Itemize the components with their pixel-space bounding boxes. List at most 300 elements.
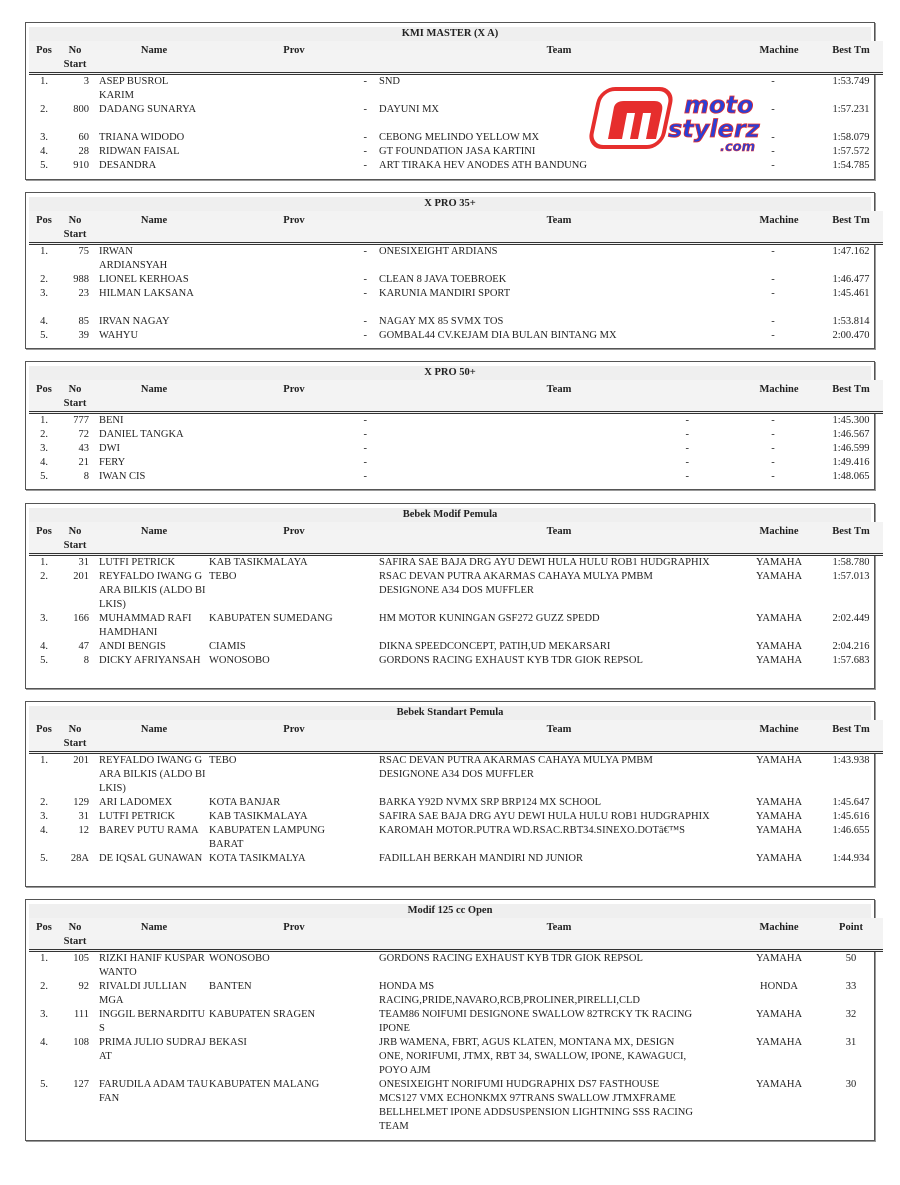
cell-prov: - (363, 443, 367, 454)
cell-pos: 1. (40, 953, 48, 964)
cell-name: LIONEL KERHOAS (99, 274, 189, 285)
cell-team: GT FOUNDATION JASA KARTINI (379, 146, 536, 157)
cell-team: NAGAY MX 85 SVMX TOS (379, 316, 504, 327)
cell-pos: 4. (40, 316, 48, 327)
table-row (29, 612, 883, 640)
results-table-modif-125cc-open (25, 899, 875, 1141)
logo-text-stylerz: stylerz (668, 115, 760, 143)
cell-name: RIDWAN FAISAL (99, 146, 180, 157)
table-row (29, 329, 883, 343)
cell-prov: KOTA TASIKMALYA (209, 853, 306, 864)
cell-no-start: 201 (73, 755, 89, 766)
table-row (29, 570, 883, 612)
cell-pos: 3. (40, 1009, 48, 1020)
cell-no-start: 8 (83, 471, 89, 482)
header-team: Team (379, 41, 739, 74)
cell-prov: CIAMIS (209, 641, 246, 652)
header-machine: Machine (739, 522, 819, 555)
cell-prov: TEBO (209, 571, 237, 582)
header-pos: Pos (29, 918, 59, 951)
table-row (29, 654, 883, 668)
cell-best-time: 2:02.449 (832, 613, 870, 624)
table-row (29, 315, 883, 329)
category-title: KMI MASTER (X A) (29, 27, 871, 41)
cell-point: 50 (845, 953, 857, 964)
cell-no-start: 201 (73, 571, 89, 582)
cell-prov: - (363, 415, 367, 426)
cell-machine: - (771, 443, 775, 454)
cell-pos: 2. (40, 104, 48, 115)
cell-team: - (685, 429, 689, 440)
cell-no-start: 108 (73, 1037, 89, 1048)
table-header-row (29, 522, 883, 555)
cell-machine: - (771, 274, 775, 285)
results-table-x-pro-35 (25, 192, 875, 349)
header-machine: Machine (739, 918, 819, 951)
cell-name: LUTFI PETRICK (99, 811, 176, 822)
cell-machine: YAMAHA (755, 1079, 803, 1090)
cell-machine: - (771, 316, 775, 327)
cell-machine: YAMAHA (755, 571, 803, 582)
cell-best-time: 1:45.300 (832, 415, 870, 426)
cell-no-start: 28A (70, 853, 89, 864)
cell-no-start: 72 (78, 429, 89, 440)
cell-pos: 1. (40, 246, 48, 257)
cell-team: ONESIXEIGHT NORIFUMI HUDGRAPHIX DS7 FASTHOUSE MCS127 VMX ECHONKMX 97TRANS SWALLOW JTMXFRAME BELLHELMET IPONE ADDSUSPENSION LIGHTNING SSS RACING TEAM (379, 1079, 693, 1132)
cell-no-start: 60 (78, 132, 89, 143)
cell-best-time: 1:57.572 (832, 146, 870, 157)
cell-team: KARUNIA MANDIRI SPORT (379, 288, 511, 299)
header-best-time: Best Tm (819, 41, 883, 74)
cell-pos: 4. (40, 457, 48, 468)
cell-team: TEAM86 NOIFUMI DESIGNONE SWALLOW 82TRCKY TK RACING IPONE (379, 1009, 693, 1034)
cell-team: GORDONS RACING EXHAUST KYB TDR GIOK REPSOL (379, 655, 643, 666)
cell-no-start: 988 (73, 274, 89, 285)
cell-machine: - (771, 429, 775, 440)
cell-best-time: 1:45.647 (832, 797, 870, 808)
results-table-bebek-modif-pemula (25, 503, 875, 689)
results-table (29, 380, 883, 484)
cell-team: GOMBAL44 CV.KEJAM DIA BULAN BINTANG MX (379, 330, 617, 341)
cell-prov: KABUPATEN SUMEDANG (209, 613, 333, 624)
header-prov: Prov (209, 522, 379, 555)
header-no: No (68, 384, 82, 395)
cell-machine: - (771, 76, 775, 87)
header-best-time: Best Tm (819, 720, 883, 753)
cell-best-time: 1:46.599 (832, 443, 870, 454)
cell-name: ARI LADOMEX (99, 797, 173, 808)
category-title: X PRO 50+ (29, 366, 871, 380)
cell-machine: - (771, 288, 775, 299)
cell-team: KAROMAH MOTOR.PUTRA WD.RSAC.RBT34.SINEXO.DOTâ€™S (379, 825, 685, 836)
cell-prov: - (363, 274, 367, 285)
cell-best-time: 1:58.079 (832, 132, 870, 143)
table-header-row (29, 720, 883, 753)
header-name: Name (95, 720, 209, 753)
header-name: Name (95, 211, 209, 244)
cell-machine: - (771, 132, 775, 143)
cell-prov: BEKASI (209, 1037, 247, 1048)
cell-team: JRB WAMENA, FBRT, AGUS KLATEN, MONTANA MX, DESIGN ONE, NORIFUMI, JTMX, RBT 34, SWALLOW, IPONE, KAWAGUCI, POYO AJM (379, 1037, 687, 1076)
cell-pos: 2. (40, 797, 48, 808)
header-start: Start (63, 229, 87, 240)
table-row (29, 810, 883, 824)
cell-no-start: 8 (83, 655, 89, 666)
results-table (29, 211, 883, 343)
cell-name: REYFALDO IWANG GARA BILKIS (ALDO BILKIS) (99, 571, 206, 610)
cell-pos: 1. (40, 557, 48, 568)
cell-no-start: 31 (78, 557, 89, 568)
header-no: No (68, 45, 82, 56)
cell-team: - (685, 457, 689, 468)
cell-machine: YAMAHA (755, 655, 803, 666)
cell-best-time: 1:45.616 (832, 811, 870, 822)
cell-pos: 5. (40, 330, 48, 341)
cell-no-start: 910 (73, 160, 89, 171)
header-machine: Machine (739, 211, 819, 244)
cell-name: LUTFI PETRICK (99, 557, 176, 568)
cell-pos: 4. (40, 641, 48, 652)
cell-prov: KABUPATEN SRAGEN (209, 1009, 316, 1020)
cell-best-time: 1:53.749 (832, 76, 870, 87)
cell-machine: - (771, 471, 775, 482)
header-start: Start (63, 738, 87, 749)
cell-prov: - (363, 288, 367, 299)
cell-name: DWI (99, 443, 120, 454)
row-spacer (29, 301, 883, 315)
cell-prov: - (363, 146, 367, 157)
header-best-time: Best Tm (819, 211, 883, 244)
results-table (29, 720, 883, 866)
cell-best-time: 1:45.461 (832, 288, 870, 299)
cell-pos: 5. (40, 853, 48, 864)
cell-machine: YAMAHA (755, 853, 803, 864)
header-name: Name (95, 380, 209, 413)
cell-name: RIZKI HANIF KUSPARWANTO (99, 953, 205, 978)
results-table (29, 918, 883, 1134)
cell-no-start: 28 (78, 146, 89, 157)
header-pos: Pos (29, 41, 59, 74)
cell-point: 33 (845, 981, 857, 992)
category-title: Bebek Modif Pemula (29, 508, 871, 522)
table-row (29, 442, 883, 456)
motostylerz-logo (588, 85, 778, 155)
cell-best-time: 1:53.814 (832, 316, 870, 327)
header-machine: Machine (739, 41, 819, 74)
category-title: Bebek Standart Pemula (29, 706, 871, 720)
cell-pos: 3. (40, 288, 48, 299)
table-header-row (29, 380, 883, 413)
header-prov: Prov (209, 720, 379, 753)
cell-prov: - (363, 76, 367, 87)
header-no-start (59, 918, 95, 951)
cell-team: DIKNA SPEEDCONCEPT, PATIH,UD MEKARSARI (379, 641, 611, 652)
cell-prov: - (363, 246, 367, 257)
header-pos: Pos (29, 720, 59, 753)
cell-name: BAREV PUTU RAMA (99, 825, 199, 836)
cell-pos: 3. (40, 613, 48, 624)
cell-team: CLEAN 8 JAVA TOEBROEK (379, 274, 507, 285)
header-name: Name (95, 918, 209, 951)
cell-best-time: 1:57.013 (832, 571, 870, 582)
cell-prov: - (363, 429, 367, 440)
logo-text-moto: moto (684, 91, 754, 119)
cell-machine: YAMAHA (755, 613, 803, 624)
cell-best-time: 1:43.938 (832, 755, 870, 766)
table-header-row (29, 41, 883, 74)
cell-best-time: 1:58.780 (832, 557, 870, 568)
cell-best-time: 1:57.231 (832, 104, 870, 115)
cell-best-time: 1:47.162 (832, 246, 870, 257)
cell-best-time: 1:49.416 (832, 457, 870, 468)
cell-team: ART TIRAKA HEV ANODES ATH BANDUNG (379, 160, 587, 171)
cell-best-time: 1:46.567 (832, 429, 870, 440)
header-no: No (68, 922, 82, 933)
cell-pos: 5. (40, 1079, 48, 1090)
cell-team: SND (379, 76, 401, 87)
cell-team: GORDONS RACING EXHAUST KYB TDR GIOK REPSOL (379, 953, 643, 964)
cell-machine: - (771, 330, 775, 341)
header-no-start (59, 720, 95, 753)
cell-team: RSAC DEVAN PUTRA AKARMAS CAHAYA MULYA PMBM DESIGNONE A34 DOS MUFFLER (379, 755, 653, 780)
table-row (29, 555, 883, 571)
cell-pos: 5. (40, 160, 48, 171)
cell-name: ANDI BENGIS (99, 641, 166, 652)
cell-prov: KOTA BANJAR (209, 797, 281, 808)
cell-pos: 1. (40, 755, 48, 766)
header-team: Team (379, 720, 739, 753)
cell-machine: - (771, 104, 775, 115)
cell-name: DICKY AFRIYANSAH (99, 655, 201, 666)
cell-team: CEBONG MELINDO YELLOW MX (379, 132, 540, 143)
table-row (29, 456, 883, 470)
cell-no-start: 12 (78, 825, 89, 836)
header-team: Team (379, 522, 739, 555)
cell-team: DAYUNI MX (379, 104, 439, 115)
cell-machine: - (771, 246, 775, 257)
cell-pos: 5. (40, 655, 48, 666)
header-no: No (68, 526, 82, 537)
cell-no-start: 43 (78, 443, 89, 454)
cell-prov: KABUPATEN LAMPUNG BARAT (209, 825, 326, 850)
cell-no-start: 75 (78, 246, 89, 257)
header-no: No (68, 215, 82, 226)
header-pos: Pos (29, 211, 59, 244)
cell-name: ASEP BUSROL KARIM (99, 76, 168, 101)
cell-no-start: 92 (78, 981, 89, 992)
cell-no-start: 129 (73, 797, 89, 808)
cell-team: - (685, 415, 689, 426)
header-prov: Prov (209, 918, 379, 951)
cell-name: BENI (99, 415, 124, 426)
table-row (29, 640, 883, 654)
cell-team: BARKA Y92D NVMX SRP BRP124 MX SCHOOL (379, 797, 602, 808)
cell-team: SAFIRA SAE BAJA DRG AYU DEWI HULA HULU ROB1 HUDGRAPHIX (379, 557, 710, 568)
cell-prov: - (363, 471, 367, 482)
cell-pos: 3. (40, 811, 48, 822)
header-start: Start (63, 398, 87, 409)
table-row (29, 244, 883, 274)
header-start: Start (63, 540, 87, 551)
header-best-time: Best Tm (819, 380, 883, 413)
cell-machine: - (771, 146, 775, 157)
cell-team: RSAC DEVAN PUTRA AKARMAS CAHAYA MULYA PMBM DESIGNONE A34 DOS MUFFLER (379, 571, 653, 596)
cell-prov: BANTEN (209, 981, 252, 992)
cell-machine: YAMAHA (755, 557, 803, 568)
category-title: X PRO 35+ (29, 197, 871, 211)
header-no-start (59, 41, 95, 74)
cell-pos: 4. (40, 825, 48, 836)
cell-machine: YAMAHA (755, 811, 803, 822)
cell-machine: YAMAHA (755, 1037, 803, 1048)
results-table-bebek-standart-pemula (25, 701, 875, 887)
cell-machine: YAMAHA (755, 825, 803, 836)
cell-best-time: 1:46.655 (832, 825, 870, 836)
cell-machine: YAMAHA (755, 755, 803, 766)
header-start: Start (63, 936, 87, 947)
cell-team: - (685, 471, 689, 482)
cell-name: RIVALDI JULLIAN MGA (99, 981, 187, 1006)
logo-m-letter (608, 101, 662, 139)
cell-pos: 1. (40, 415, 48, 426)
table-row (29, 1078, 883, 1134)
table-row (29, 753, 883, 797)
header-start: Start (63, 59, 87, 70)
logo-text-domain: .com (720, 140, 756, 155)
table-row (29, 951, 883, 981)
cell-machine: - (771, 415, 775, 426)
cell-name: INGGIL BERNARDITUS (99, 1009, 206, 1034)
cell-pos: 2. (40, 981, 48, 992)
cell-pos: 3. (40, 443, 48, 454)
cell-machine: - (771, 457, 775, 468)
cell-name: IRVAN NAGAY (99, 316, 170, 327)
cell-point: 31 (845, 1037, 857, 1048)
cell-prov: - (363, 132, 367, 143)
table-row (29, 1036, 883, 1078)
cell-prov: KAB TASIKMALAYA (209, 811, 308, 822)
header-pos: Pos (29, 522, 59, 555)
cell-prov: KABUPATEN MALANG (209, 1079, 320, 1090)
cell-team: HONDA MS RACING,PRIDE,NAVARO,RCB,PROLINER,PIRELLI,CLD (379, 981, 640, 1006)
table-row (29, 796, 883, 810)
results-table-x-pro-50 (25, 361, 875, 490)
table-header-row (29, 918, 883, 951)
header-no: No (68, 724, 82, 735)
results-table (29, 522, 883, 668)
cell-machine: YAMAHA (755, 1009, 803, 1020)
cell-no-start: 31 (78, 811, 89, 822)
header-point: Point (819, 918, 883, 951)
cell-name: WAHYU (99, 330, 139, 341)
cell-prov: - (363, 160, 367, 171)
cell-machine: YAMAHA (755, 797, 803, 808)
cell-name: IRWAN ARDIANSYAH (99, 246, 168, 271)
cell-team: HM MOTOR KUNINGAN GSF272 GUZZ SPEDD (379, 613, 600, 624)
header-no-start (59, 380, 95, 413)
cell-no-start: 105 (73, 953, 89, 964)
cell-name: MUHAMMAD RAFI HAMDHANI (99, 613, 192, 638)
table-header-row (29, 211, 883, 244)
table-row (29, 413, 883, 429)
cell-best-time: 1:46.477 (832, 274, 870, 285)
cell-prov: - (363, 104, 367, 115)
header-machine: Machine (739, 380, 819, 413)
category-title: Modif 125 cc Open (29, 904, 871, 918)
cell-team: FADILLAH BERKAH MANDIRI ND JUNIOR (379, 853, 583, 864)
cell-best-time: 1:48.065 (832, 471, 870, 482)
table-row (29, 273, 883, 287)
cell-name: PRIMA JULIO SUDRAJAT (99, 1037, 206, 1062)
cell-no-start: 39 (78, 330, 89, 341)
cell-prov: - (363, 316, 367, 327)
cell-pos: 4. (40, 1037, 48, 1048)
cell-point: 32 (845, 1009, 857, 1020)
cell-name: FARUDILA ADAM TAUFAN (99, 1079, 209, 1104)
table-row (29, 470, 883, 484)
cell-pos: 4. (40, 146, 48, 157)
cell-prov: KAB TASIKMALAYA (209, 557, 308, 568)
header-team: Team (379, 380, 739, 413)
cell-name: DANIEL TANGKA (99, 429, 184, 440)
table-row (29, 852, 883, 866)
cell-best-time: 2:00.470 (832, 330, 870, 341)
header-machine: Machine (739, 720, 819, 753)
cell-no-start: 47 (78, 641, 89, 652)
header-prov: Prov (209, 41, 379, 74)
cell-machine: - (771, 160, 775, 171)
cell-name: DE IQSAL GUNAWAN (99, 853, 203, 864)
table-row (29, 287, 883, 301)
header-pos: Pos (29, 380, 59, 413)
cell-pos: 2. (40, 571, 48, 582)
cell-best-time: 1:44.934 (832, 853, 870, 864)
cell-machine: YAMAHA (755, 953, 803, 964)
cell-best-time: 2:04.216 (832, 641, 870, 652)
cell-prov: - (363, 330, 367, 341)
table-row (29, 980, 883, 1008)
cell-point: 30 (845, 1079, 857, 1090)
table-row (29, 159, 883, 173)
cell-no-start: 21 (78, 457, 89, 468)
header-name: Name (95, 522, 209, 555)
cell-team: - (685, 443, 689, 454)
cell-prov: WONOSOBO (209, 655, 270, 666)
cell-name: IWAN CIS (99, 471, 146, 482)
cell-name: DESANDRA (99, 160, 157, 171)
cell-pos: 5. (40, 471, 48, 482)
cell-pos: 1. (40, 76, 48, 87)
cell-no-start: 23 (78, 288, 89, 299)
cell-team: SAFIRA SAE BAJA DRG AYU DEWI HULA HULU ROB1 HUDGRAPHIX (379, 811, 710, 822)
cell-name: REYFALDO IWANG GARA BILKIS (ALDO BILKIS) (99, 755, 206, 794)
header-team: Team (379, 918, 739, 951)
cell-no-start: 777 (73, 415, 89, 426)
header-no-start (59, 522, 95, 555)
header-no-start (59, 211, 95, 244)
cell-best-time: 1:54.785 (832, 160, 870, 171)
cell-no-start: 3 (83, 76, 89, 87)
cell-no-start: 800 (73, 104, 89, 115)
cell-name: TRIANA WIDODO (99, 132, 185, 143)
table-row (29, 824, 883, 852)
header-prov: Prov (209, 380, 379, 413)
header-best-time: Best Tm (819, 522, 883, 555)
cell-name: DADANG SUNARYA (99, 104, 197, 115)
cell-prov: TEBO (209, 755, 237, 766)
header-team: Team (379, 211, 739, 244)
cell-name: FERY (99, 457, 126, 468)
